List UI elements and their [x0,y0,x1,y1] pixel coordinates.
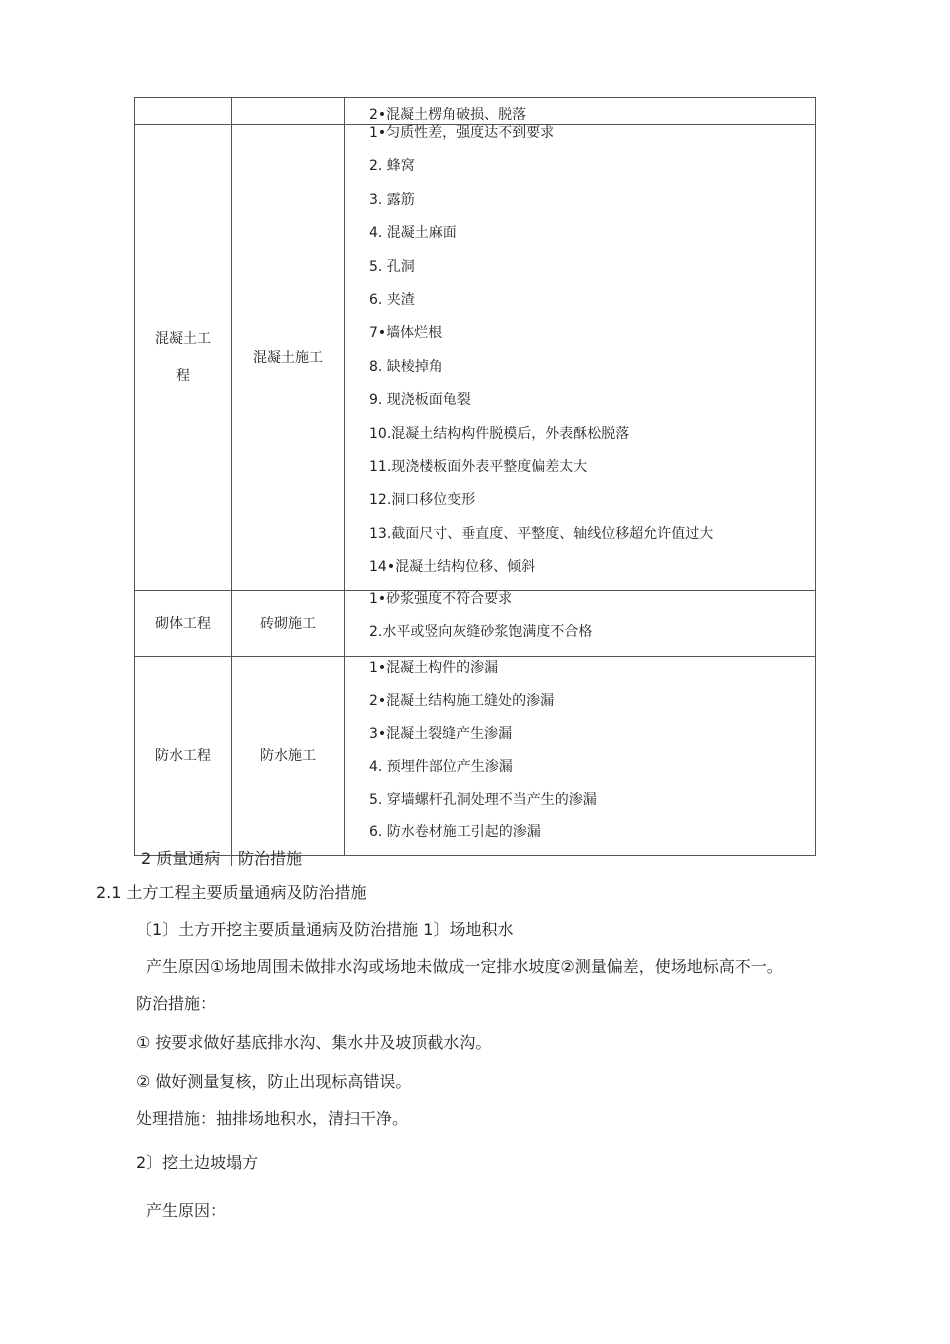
category-cell [135,125,232,591]
caption-left: 2 质量通病 [141,849,221,868]
defect-item: 7•墙体烂根 [369,325,443,342]
defect-item: 4. 预埋件部位产生渗漏 [369,758,513,775]
prevention-label: 防治措施： [136,994,217,1013]
items-cell [345,98,816,125]
empty-cell [135,98,232,125]
defect-item: 6. 防水卷材施工引起的渗漏 [369,824,541,841]
subcategory-label: 砖砌施工 [260,615,316,632]
items-cell [345,591,816,657]
measure-item: ① 按要求做好基底排水沟、集水井及坡顶截水沟。 [136,1033,492,1052]
defect-item: 3•混凝土裂缝产生渗漏 [369,726,513,743]
defect-item: 1•匀质性差，强度达不到要求 [369,125,555,141]
table-row [135,98,816,125]
table-row [135,657,816,856]
subcategory-label: 混凝土施工 [253,349,323,366]
cause-paragraph: 产生原因①场地周围未做排水沟或场地未做成一定排水坡度②测量偏差，使场地标高不一。 [146,957,783,976]
category-cell [135,591,232,657]
subcategory-cell [232,125,345,591]
subcategory-label: 防水施工 [260,748,316,765]
subcategory-cell [232,657,345,856]
items-cell [345,657,816,856]
defect-list [369,123,815,590]
category-label: 防水工程 [155,748,211,765]
defect-item: 12.洞口移位变形 [369,492,476,509]
defect-item: 11.现浇楼板面外表平整度偏差太大 [369,458,588,475]
category-label: 砌体工程 [155,615,211,632]
subsection-heading: 2〕挖土边坡塌方 [136,1153,259,1172]
defect-item: 10.混凝土结构构件脱模后，外表酥松脱落 [369,425,630,442]
caption-divider [231,844,232,866]
table-row [135,125,816,591]
category-label: 混凝土工 [155,330,211,347]
subsection-heading: 〔1〕土方开挖主要质量通病及防治措施 1〕场地积水 [136,920,514,939]
defect-item: 2.水平或竖向灰缝砂浆饱满度不合格 [369,624,593,641]
defect-item: 13.截面尺寸、垂直度、平整度、轴线位移超允许值过大 [369,525,714,542]
caption-right: 防治措施 [238,849,303,868]
table-row [135,591,816,657]
section-heading: 2.1 土方工程主要质量通病及防治措施 [96,883,367,902]
items-cell [345,125,816,591]
defect-item: 6. 夹渣 [369,291,415,308]
cause-label: 产生原因： [146,1201,227,1220]
defect-list [369,658,815,855]
defect-item: 3. 露筋 [369,191,415,208]
defect-item: 2. 蜂窝 [369,158,415,175]
defect-item: 5. 孔洞 [369,258,415,275]
treatment-paragraph: 处理措施：抽排场地积水，清扫干净。 [136,1109,409,1128]
defect-item: 4. 混凝土麻面 [369,225,457,242]
defect-list [369,589,815,655]
defect-item: 5. 穿墙螺杆孔洞处理不当产生的渗漏 [369,791,597,808]
defect-item: 8. 缺棱掉角 [369,358,443,375]
defect-item: 1•砂浆强度不符合要求 [369,591,513,608]
empty-cell [232,98,345,125]
subcategory-cell [232,591,345,657]
defects-table [134,97,816,856]
defect-item: 2•混凝土楞角破损、脱落 [369,107,527,123]
defect-item: 9. 现浇板面龟裂 [369,392,471,409]
defect-item: 1•混凝土构件的渗漏 [369,660,499,677]
measure-item: ② 做好测量复核，防止出现标高错误。 [136,1072,412,1091]
defect-item: 14•混凝土结构位移、倾斜 [369,559,536,576]
defect-item: 2•混凝土结构施工缝处的渗漏 [369,693,555,710]
category-cell [135,657,232,856]
category-label: 程 [176,367,190,384]
